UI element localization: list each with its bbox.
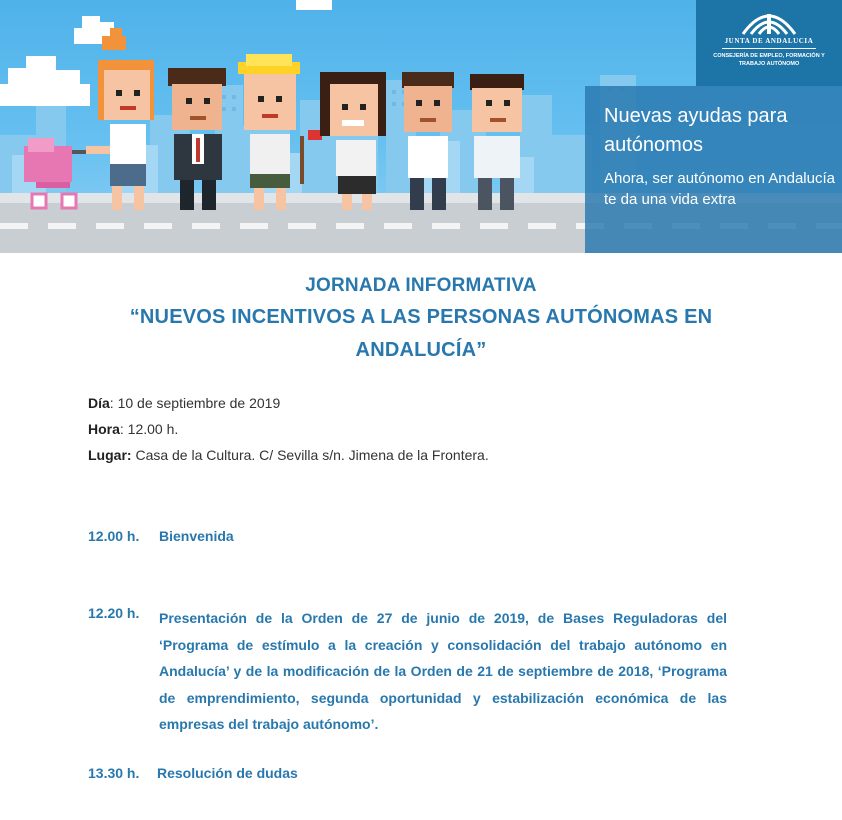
character-2 [168, 68, 226, 210]
time-value: : 12.00 h. [119, 421, 179, 437]
agenda-item-time: 12.00 h. [88, 528, 140, 544]
date-label: Día [88, 395, 110, 411]
time-label: Hora [88, 421, 120, 437]
character-4 [320, 72, 386, 210]
agenda-item-text: Resolución de dudas [157, 765, 298, 781]
character-1 [86, 28, 154, 210]
campaign-headline: Nuevas ayudas para autónomos [604, 105, 788, 156]
agenda-item-time: 13.30 h. [88, 765, 140, 781]
agenda-item-time: 12.20 h. [88, 605, 140, 621]
event-subtitle-line-1: “NUEVOS INCENTIVOS A LAS PERSONAS AUTÓNOMAS EN [129, 306, 713, 328]
agenda-item-text: Bienvenida [159, 528, 234, 544]
date-value: : 10 de septiembre de 2019 [109, 395, 281, 411]
event-time [88, 421, 178, 437]
logo-name: JUNTA DE ANDALUCIA [724, 37, 814, 45]
place-label: Lugar: [88, 447, 132, 463]
arch-emblem-icon [739, 6, 799, 36]
event-date [88, 395, 280, 411]
character-3 [238, 54, 322, 210]
event-subtitle-line-2: ANDALUCÍA” [355, 339, 487, 361]
junta-andalucia-logo [696, 0, 842, 86]
place-value: Casa de la Cultura. C/ Sevilla s/n. Jimena de la Frontera. [131, 447, 489, 463]
logo-department: CONSEJERÍA DE EMPLEO, FORMACIÓN Y TRABAJO AUTÓNOMO [713, 53, 825, 67]
campaign-panel [585, 86, 842, 253]
pram-icon [24, 138, 86, 208]
header-banner [0, 0, 842, 253]
character-6 [470, 74, 524, 210]
agenda-item-text: Presentación de la Orden de 27 de junio de 2019, de Bases Reguladoras del ‘Programa de estímulo a la creación y consolidación del trabajo autónomo en Andalucía’ y de la modificación de la Orden de 21 de septiembre de 2018, ‘Programa de emprendimiento, segunda oportunidad y estabilización económica de las empresas del trabajo autónomo’. [159, 610, 727, 732]
event-place [88, 447, 489, 463]
character-5 [402, 72, 454, 210]
event-title: JORNADA INFORMATIVA [305, 275, 537, 296]
campaign-subline: Ahora, ser autónomo en Andalucía te da una vida extra [604, 170, 835, 208]
